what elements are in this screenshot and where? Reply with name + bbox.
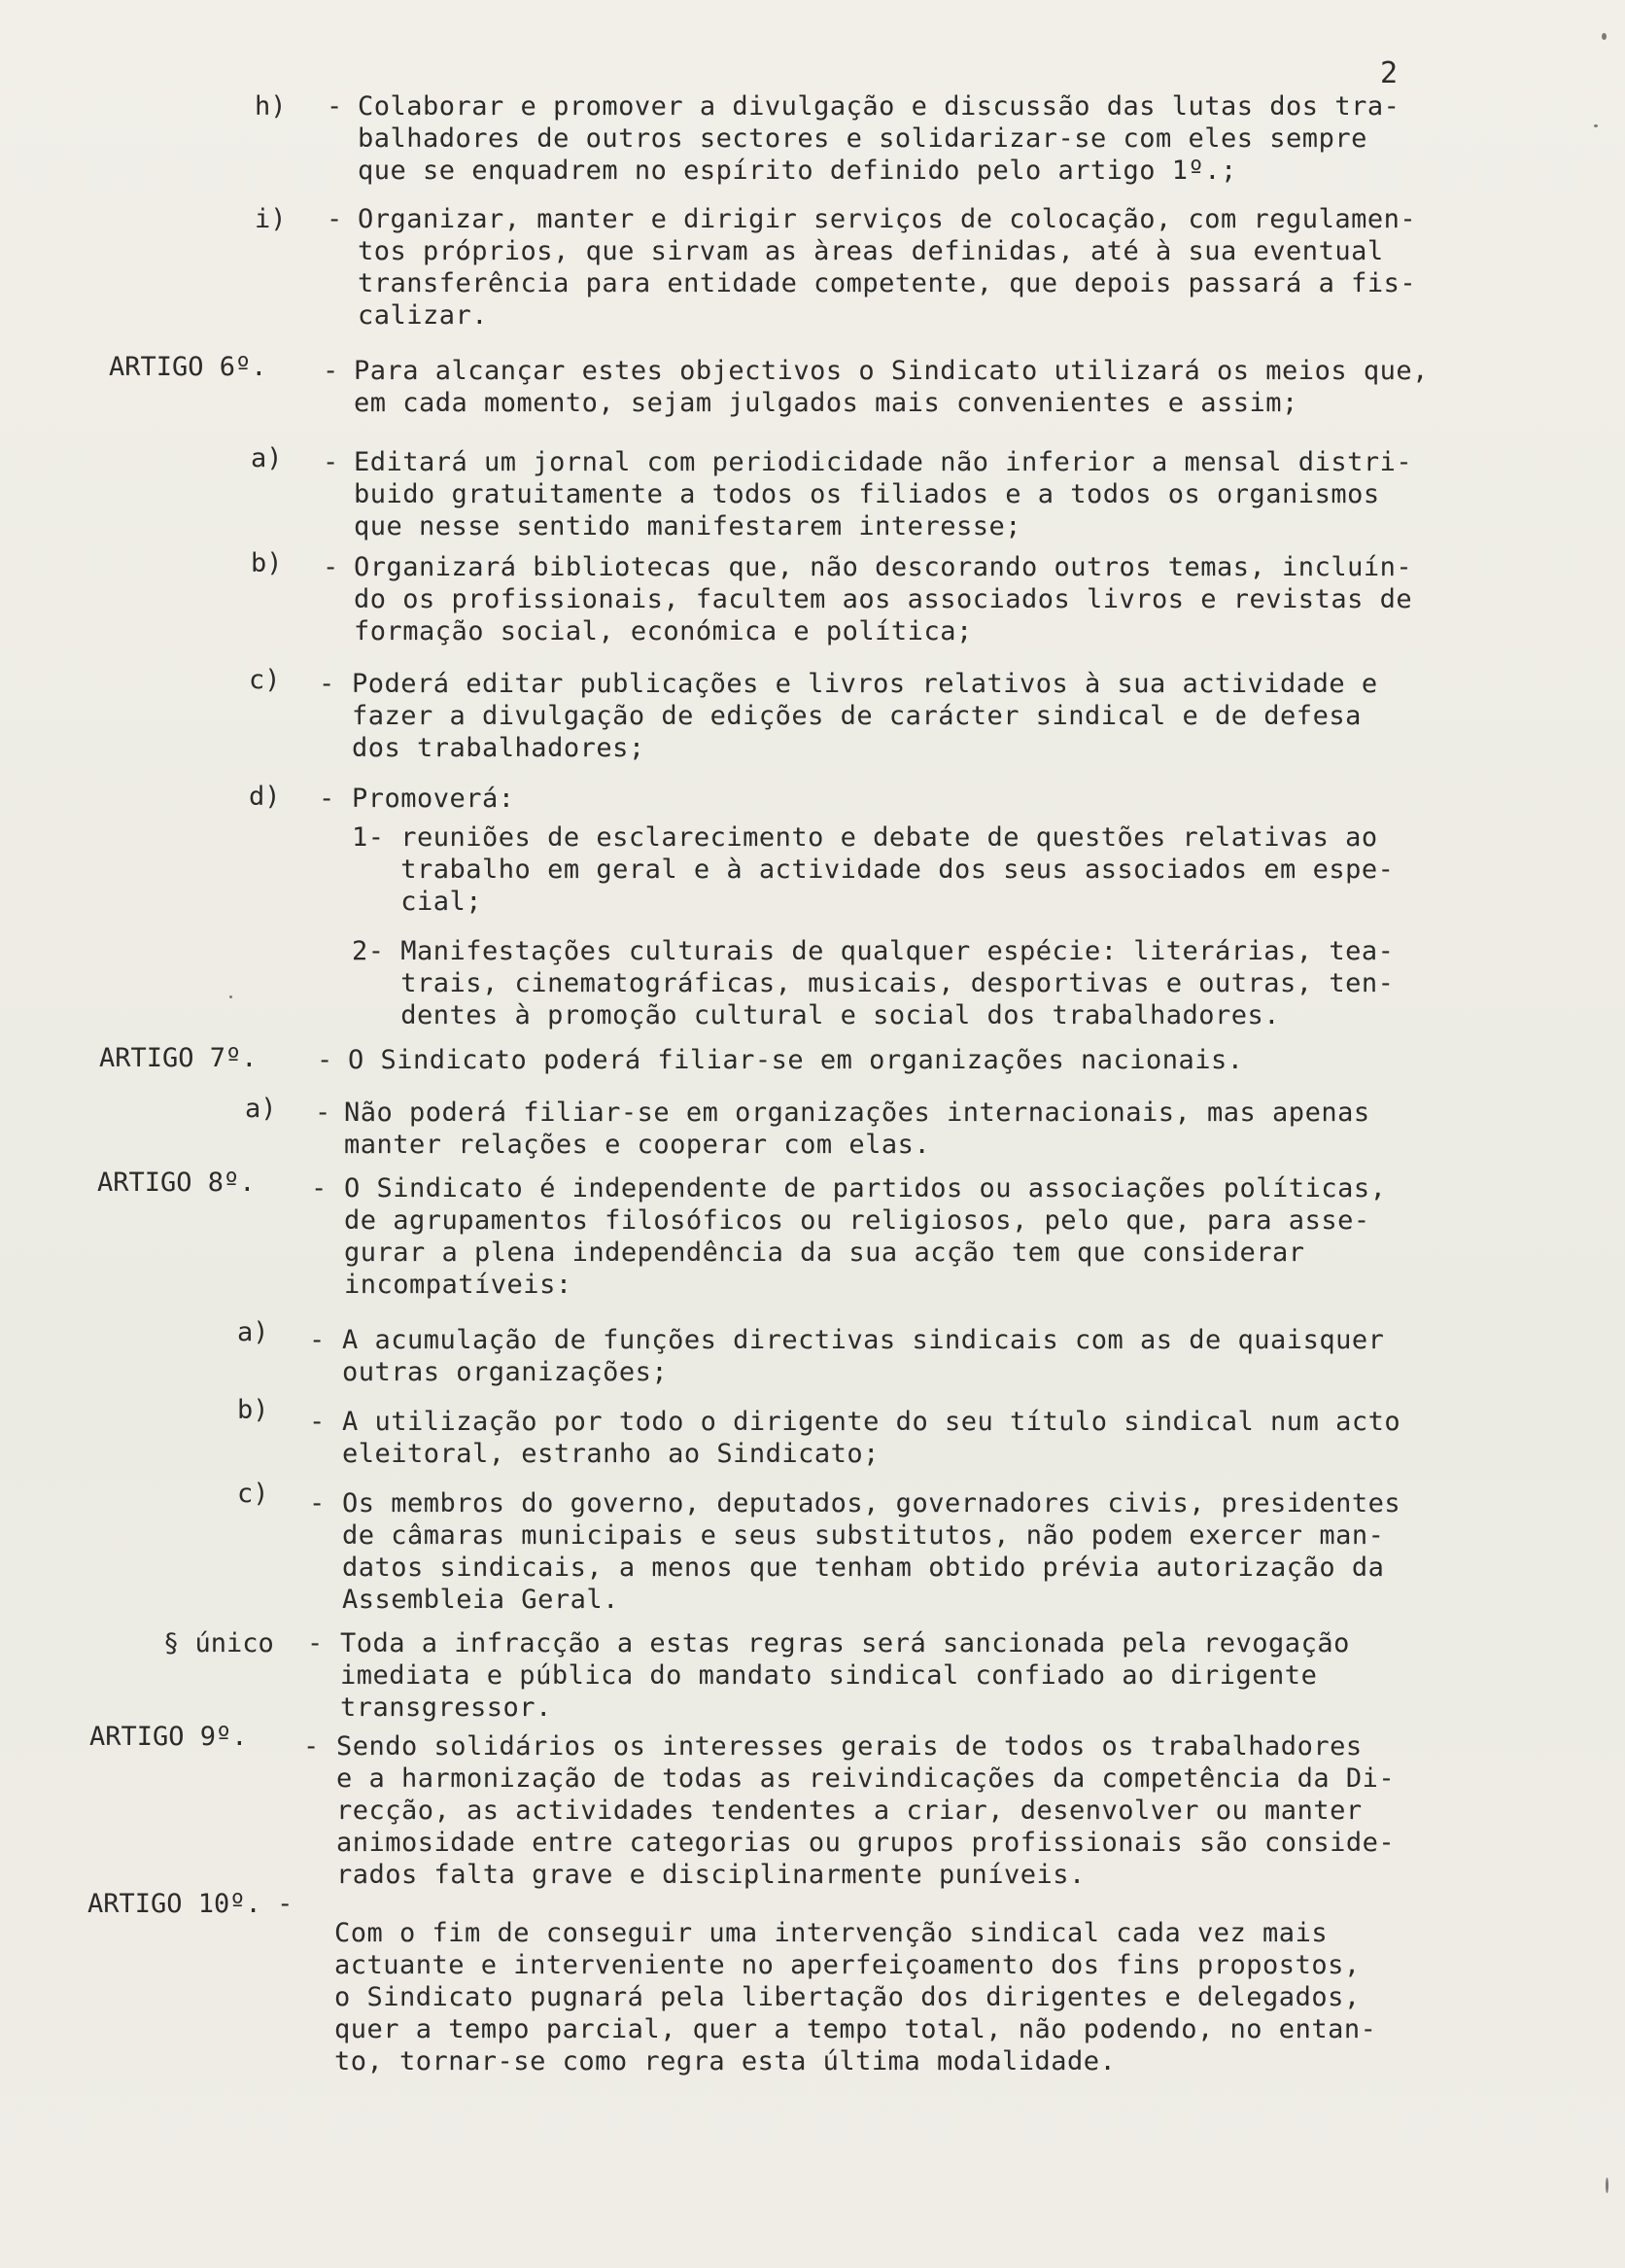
article-8-text [344,1172,1501,1301]
item-dash-6b: - [323,552,339,582]
text-line: to, tornar-se como regra esta última modalidade. [334,2046,1117,2076]
scan-speck [229,995,232,998]
text-line: e a harmonização de todas as reivindicações da competência da Di- [336,1763,1396,1794]
text-line: calizar. [358,300,489,331]
item-label-6a: a) [251,443,283,473]
text-line: em cada momento, sejam julgados mais convenientes e assim; [354,388,1298,418]
text-line: Toda a infracção a estas regras será sancionada pela revogação [340,1628,1350,1658]
paragraph-unico-label: § único [163,1628,274,1658]
item-text-6b [354,551,1510,647]
text-line: imediata e pública do mandato sindical confiado ao dirigente [340,1660,1318,1691]
article-6-label: ARTIGO 6º. [109,352,267,382]
text-line: 2- Manifestações culturais de qualquer espécie: literárias, tea- [352,936,1395,966]
article-6-dash: - [323,356,339,386]
text-line: O Sindicato poderá filiar-se em organizações nacionais. [348,1045,1244,1075]
text-line: trabalho em geral e à actividade dos seus associados em espe- [352,855,1395,885]
text-line: A utilização por todo o dirigente do seu título sindical num acto [342,1407,1401,1437]
paragraph-unico-dash: - [307,1628,324,1658]
article-10-text [334,1917,1491,2077]
text-line: balhadores de outros sectores e solidarizar-se com eles sempre [358,123,1367,154]
text-line: dos trabalhadores; [352,733,645,763]
text-line: que se enquadrem no espírito definido pelo artigo 1º.; [358,156,1237,186]
item-text-6a [354,446,1510,542]
text-line: Assembleia Geral. [342,1585,619,1615]
text-line: rados falta grave e disciplinarmente puníveis. [336,1860,1086,1890]
item-label-8a: a) [237,1317,269,1347]
text-line: datos sindicais, a menos que tenham obtido prévia autorização da [342,1553,1385,1583]
item-label-6c: c) [249,665,281,695]
text-line: de agrupamentos filosóficos ou religiosos, pelo que, para asse- [344,1205,1370,1236]
article-7-label: ARTIGO 7º. [99,1043,258,1073]
scan-speck [1602,33,1607,40]
article-7-text [348,1044,1504,1076]
text-line: Organizará bibliotecas que, não descorando outros temas, incluín- [354,552,1413,582]
text-line: Promoverá: [352,784,515,814]
article-9-label: ARTIGO 9º. [89,1722,248,1752]
scan-speck [1594,124,1598,127]
text-line: Não poderá filiar-se em organizações internacionais, mas apenas [344,1098,1370,1128]
text-line: transferência para entidade competente, que depois passará a fis- [358,268,1417,298]
item-dash-6c: - [319,669,335,699]
item-dash-8c: - [309,1488,326,1518]
article-8-label: ARTIGO 8º. [97,1168,256,1198]
article-8-dash: - [311,1173,328,1204]
text-line: trais, cinematográficas, musicais, desportivas e outras, ten- [352,968,1395,998]
paragraph-unico-text [340,1627,1497,1724]
text-line: Colaborar e promover a divulgação e discussão das lutas dos tra- [358,91,1400,122]
text-line: manter relações e cooperar com elas. [344,1130,931,1160]
text-line: o Sindicato pugnará pela libertação dos dirigentes e delegados, [334,1982,1361,2012]
text-line: que nesse sentido manifestarem interesse; [354,511,1021,541]
item-label-i: i) [255,204,287,234]
text-line: Editará um jornal com periodicidade não inferior a mensal distri- [354,447,1413,477]
item-dash-6a: - [323,447,339,477]
item-dash-7a: - [315,1098,331,1128]
text-line: actuante e interveniente no aperfeiçoamento dos fins propostos, [334,1950,1361,1980]
item-text-7a [344,1097,1501,1161]
item-dash-h: - [327,91,343,122]
text-line: dentes à promoção cultural e social dos trabalhadores. [352,1000,1281,1030]
text-line: quer a tempo parcial, quer a tempo total, não podendo, no entan- [334,2014,1377,2044]
text-line: eleitoral, estranho ao Sindicato; [342,1439,880,1469]
text-line: do os profissionais, facultem aos associados livros e revistas de [354,584,1413,614]
item-text-i [358,203,1504,331]
text-line: Organizar, manter e dirigir serviços de colocação, com regulamen- [358,204,1417,234]
text-line: de câmaras municipais e seus substitutos, não podem exercer man- [342,1520,1385,1551]
text-line: tos próprios, que sirvam as àreas definidas, até à sua eventual [358,236,1384,266]
item-dash-i: - [327,204,343,234]
item-text-8c [342,1487,1499,1616]
text-line: recção, as actividades tendentes a criar, desenvolver ou manter [336,1796,1363,1826]
item-text-6d [352,783,1508,815]
item-text-6d-1 [352,821,1508,918]
text-line: animosidade entre categorias ou grupos profissionais são conside- [336,1828,1396,1858]
item-label-7a: a) [245,1094,277,1124]
item-label-h: h) [255,91,287,122]
text-line: transgressor. [340,1692,552,1723]
text-line: incompatíveis: [344,1270,572,1300]
text-line: gurar a plena independência da sua acção tem que considerar [344,1238,1305,1268]
item-text-6d-2 [352,935,1508,1031]
text-line: fazer a divulgação de edições de carácter sindical e de defesa [352,701,1362,731]
item-text-8a [342,1324,1499,1388]
text-line: Sendo solidários os interesses gerais de todos os trabalhadores [336,1731,1363,1762]
item-text-h [358,90,1504,187]
text-line: Para alcançar estes objectivos o Sindicato utilizará os meios que, [354,356,1429,386]
text-line: Com o fim de conseguir uma intervenção sindical cada vez mais [334,1918,1329,1948]
item-text-8b [342,1406,1499,1470]
text-line: 1- reuniões de esclarecimento e debate de questões relativas ao [352,822,1378,853]
item-dash-8a: - [309,1325,326,1355]
item-label-8c: c) [237,1479,269,1509]
scan-speck [1606,2178,1608,2193]
text-line: cial; [352,887,483,917]
text-line: Os membros do governo, deputados, governadores civis, presidentes [342,1488,1401,1518]
item-label-8b: b) [237,1395,269,1425]
item-label-6b: b) [251,548,283,578]
article-6-text [354,355,1510,419]
item-label-6d: d) [249,782,281,812]
article-9-dash: - [303,1731,320,1762]
article-7-dash: - [317,1045,333,1075]
text-line: Poderá editar publicações e livros relativos à sua actividade e [352,669,1378,699]
page-number: 2 [1380,56,1399,90]
text-line: formação social, económica e política; [354,616,973,646]
text-line: O Sindicato é independente de partidos ou associações políticas, [344,1173,1387,1204]
article-10-label: ARTIGO 10º. - [87,1889,294,1919]
article-9-text [336,1730,1493,1891]
item-text-6c [352,668,1508,764]
text-line: A acumulação de funções directivas sindicais com as de quaisquer [342,1325,1385,1355]
text-line: buido gratuitamente a todos os filiados e a todos os organismos [354,479,1380,509]
item-dash-8b: - [309,1407,326,1437]
item-dash-6d: - [319,784,335,814]
text-line: outras organizações; [342,1357,669,1387]
